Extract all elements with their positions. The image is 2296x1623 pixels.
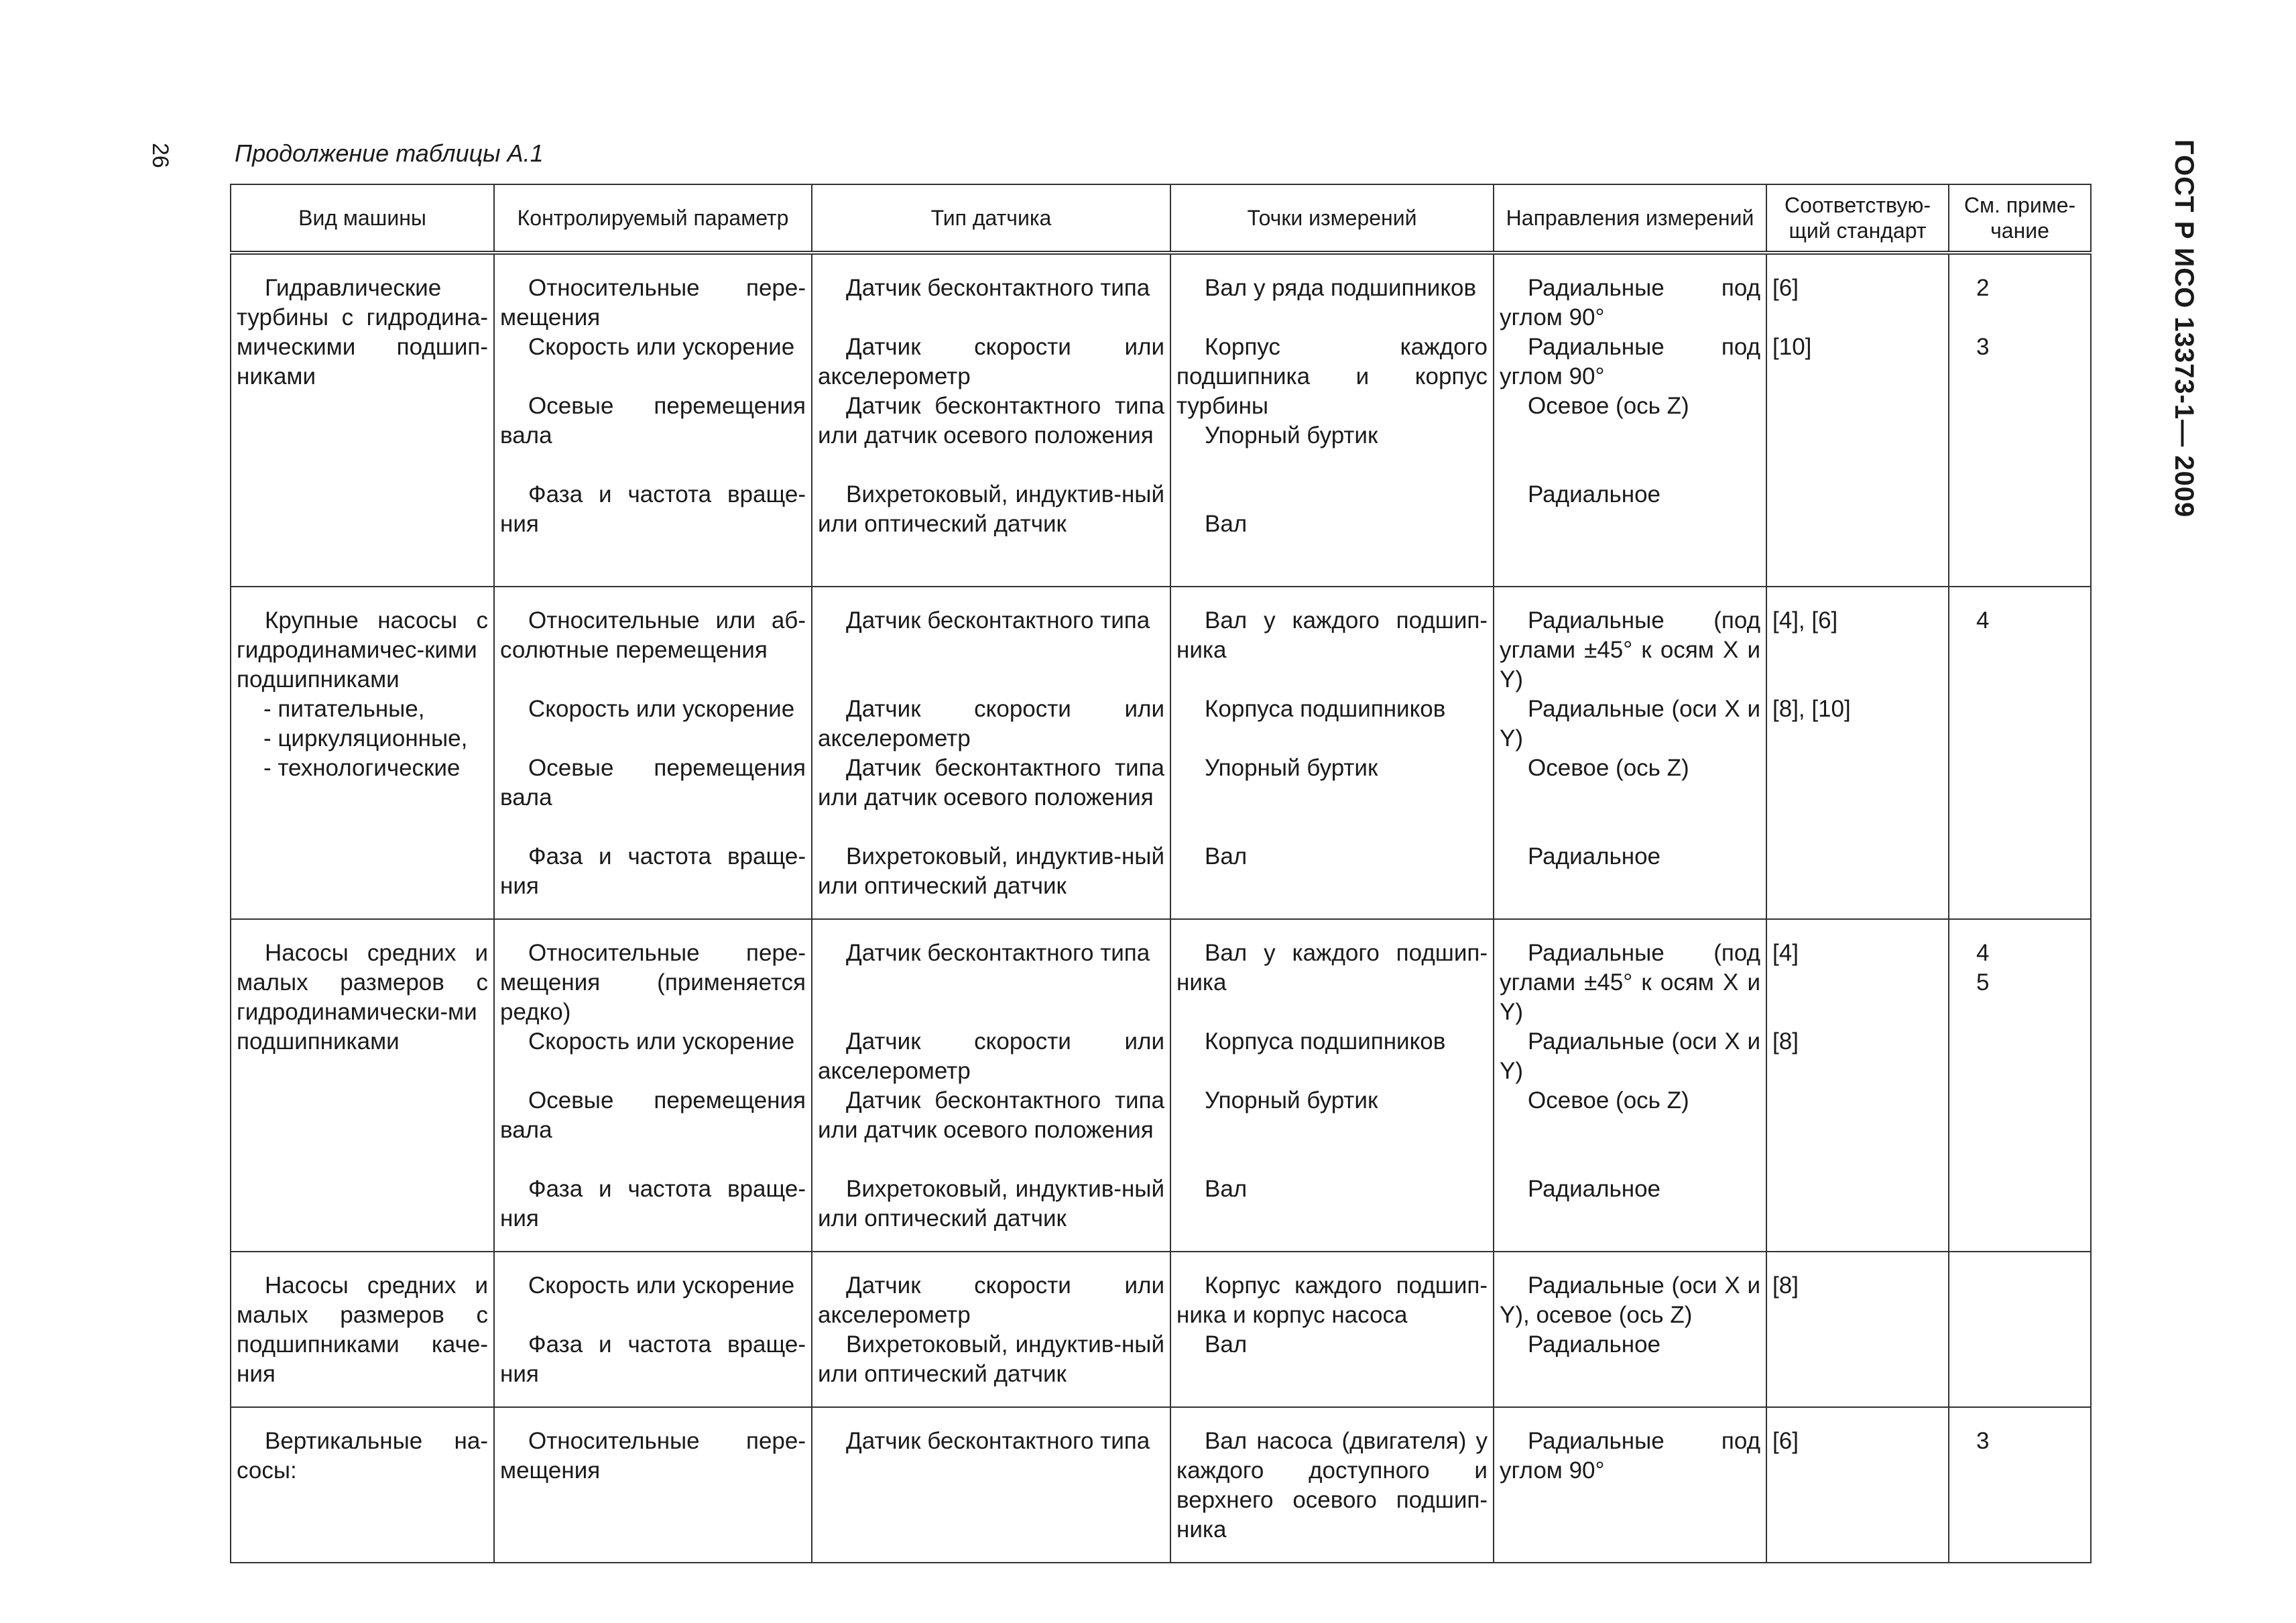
param-cell [494, 1252, 812, 1407]
machine-name: Вертикальные на-сосы: [237, 1428, 488, 1484]
standard-cell [1766, 587, 1949, 919]
direction-cell [1494, 1407, 1766, 1563]
machine-cell [231, 587, 494, 919]
sensor-entry: Датчик бесконтактного типа [846, 1428, 1150, 1454]
sensor-entry: Датчик бесконтактного типа [846, 940, 1150, 966]
param-entry: Осевые перемещения вала [500, 1087, 806, 1143]
direction-entry: Радиальные (оси X и Y), осевое (ось Z) [1500, 1272, 1760, 1328]
machine-name: Насосы средних и малых размеров с гидродинамически-ми подшипниками [237, 940, 488, 1055]
sensor-cell [812, 253, 1170, 587]
param-entry: Осевые перемещения вала [500, 393, 806, 448]
param-entry: Скорость или ускорение [528, 334, 795, 360]
machine-name: Насосы средних и малых размеров с подшипниками каче-ния [237, 1272, 488, 1387]
direction-entry: Радиальное [1528, 481, 1661, 507]
machine-subtype: - циркуляционные, [263, 725, 468, 752]
note-entry [1976, 842, 2085, 901]
standard-entry: [4] [1772, 940, 1799, 966]
note-entry [1976, 1027, 2085, 1086]
sensor-entry: Датчик бесконтактного типа [846, 275, 1150, 301]
direction-cell [1494, 919, 1766, 1252]
sensor-cell [812, 1252, 1170, 1407]
standard-entry [1772, 1175, 1943, 1234]
standard-entry [1772, 1086, 1943, 1175]
point-entry: Корпус каждого подшип-ника и корпус насоса [1176, 1272, 1488, 1328]
direction-entry: Радиальные под углом 90° [1500, 334, 1760, 389]
table-header-row [231, 184, 2091, 253]
standard-entry [1772, 1330, 1943, 1389]
note-entry: 4 [1976, 607, 1990, 634]
point-cell [1170, 919, 1494, 1252]
direction-entry: Радиальные (под углами ±45° к осям X и Y) [1500, 940, 1760, 1025]
point-entry: Вал [1205, 1176, 1248, 1202]
note-cell [1949, 1252, 2091, 1407]
data-table [230, 184, 2092, 1563]
standard-entry: [10] [1772, 334, 1812, 360]
point-entry: Вал у ряда подшипников [1205, 275, 1477, 301]
standard-entry: [4], [6] [1772, 607, 1838, 634]
param-cell [494, 587, 812, 919]
param-entry: Относительные пере-мещения [500, 1428, 806, 1484]
param-entry: Фаза и частота враще-ния [500, 1331, 806, 1387]
direction-entry: Радиальные (оси X и Y) [1500, 1028, 1760, 1084]
point-entry: Корпус каждого подшипника и корпус турбины [1176, 334, 1488, 419]
point-entry: Вал [1205, 843, 1248, 869]
sensor-cell [812, 587, 1170, 919]
direction-entry: Радиальные под углом 90° [1500, 1428, 1760, 1484]
col-header-points: Точки измерений [1170, 184, 1494, 253]
point-entry: Вал [1205, 1331, 1248, 1358]
machine-name: Крупные насосы с гидродинамичес-кими подшипниками [237, 607, 488, 693]
param-entry: Фаза и частота враще-ния [500, 1176, 806, 1231]
point-entry: Корпуса подшипников [1205, 1028, 1446, 1055]
direction-entry: Радиальное [1528, 1176, 1661, 1202]
direction-entry: Радиальное [1528, 843, 1661, 869]
table-row [231, 253, 2091, 587]
param-entry: Относительные пере-мещения (применяется редко) [500, 940, 806, 1025]
standard-cell [1766, 253, 1949, 587]
param-entry: Фаза и частота враще-ния [500, 843, 806, 899]
note-entry [1976, 392, 2085, 480]
standard-entry: [8] [1772, 1028, 1799, 1055]
col-header-direction: Направления измерений [1494, 184, 1766, 253]
table-caption: Продолжение таблицы А.1 [235, 139, 544, 167]
note-entry [1976, 1175, 2085, 1234]
param-entry: Фаза и частота враще-ния [500, 481, 806, 537]
note-entry: 3 [1976, 334, 1990, 360]
standard-entry: [8], [10] [1772, 696, 1851, 722]
direction-entry: Осевое (ось Z) [1528, 755, 1689, 781]
note-entry [1976, 1086, 2085, 1175]
point-entry: Упорный буртик [1205, 422, 1378, 448]
param-entry: Скорость или ускорение [528, 1028, 795, 1055]
note-cell [1949, 919, 2091, 1252]
table-row [231, 1407, 2091, 1563]
sensor-entry: Датчик бесконтактного типа или датчик осевого положения [818, 755, 1164, 810]
note-entry [1976, 480, 2085, 539]
machine-cell [231, 1252, 494, 1407]
point-entry: Вал [1205, 511, 1248, 537]
param-entry: Скорость или ускорение [528, 696, 795, 722]
note-cell [1949, 253, 2091, 587]
machine-cell [231, 919, 494, 1252]
direction-cell [1494, 253, 1766, 587]
point-entry: Вал насоса (двигателя) у каждого доступного и верхнего осевого подшип-ника [1176, 1428, 1488, 1543]
col-header-machine: Вид машины [231, 184, 494, 253]
point-cell [1170, 1252, 1494, 1407]
machine-cell [231, 253, 494, 587]
direction-entry: Радиальные (оси X и Y) [1500, 696, 1760, 752]
note-entry [1976, 754, 2085, 842]
point-entry: Упорный буртик [1205, 1087, 1378, 1114]
note-entry [1976, 1330, 2085, 1389]
param-cell [494, 1407, 812, 1563]
machine-subtype: - питательные, [263, 696, 425, 722]
sensor-entry: Датчик скорости или акселерометр [818, 334, 1164, 389]
point-entry: Упорный буртик [1205, 755, 1378, 781]
sensor-entry: Вихретоковый, индуктив-ный или оптический датчик [818, 843, 1164, 899]
direction-entry: Осевое (ось Z) [1528, 1087, 1689, 1114]
col-header-standard: Соответствую-щий стандарт [1766, 184, 1949, 253]
direction-cell [1494, 1252, 1766, 1407]
direction-cell [1494, 587, 1766, 919]
standard-entry: [8] [1772, 1272, 1799, 1299]
param-entry: Относительные или аб-солютные перемещения [500, 607, 806, 663]
col-header-note: См. приме-чание [1949, 184, 2091, 253]
direction-entry: Осевое (ось Z) [1528, 393, 1689, 419]
point-cell [1170, 587, 1494, 919]
table-row [231, 587, 2091, 919]
col-header-param: Контролируемый параметр [494, 184, 812, 253]
note-entry: 3 [1976, 1428, 1990, 1454]
param-cell [494, 253, 812, 587]
sensor-entry: Датчик бесконтактного типа или датчик осевого положения [818, 393, 1164, 448]
standard-entry [1772, 480, 1943, 539]
table-row [231, 919, 2091, 1252]
sensor-entry: Датчик бесконтактного типа или датчик осевого положения [818, 1087, 1164, 1143]
sensor-entry: Вихретоковый, индуктив-ный или оптический датчик [818, 1331, 1164, 1387]
standard-entry: [6] [1772, 275, 1799, 301]
note-entry [1976, 1271, 2085, 1330]
machine-cell [231, 1407, 494, 1563]
sensor-entry: Датчик бесконтактного типа [846, 607, 1150, 634]
param-entry: Относительные пере-мещения [500, 275, 806, 330]
sensor-entry: Вихретоковый, индуктив-ный или оптический датчик [818, 1176, 1164, 1231]
note-entry [1976, 695, 2085, 754]
standard-entry: [6] [1772, 1428, 1799, 1454]
point-entry: Корпуса подшипников [1205, 696, 1446, 722]
page-number: 26 [147, 143, 173, 168]
note-cell [1949, 1407, 2091, 1563]
note-entry: 4 5 [1976, 940, 1990, 996]
param-entry: Скорость или ускорение [528, 1272, 795, 1299]
sensor-entry: Вихретоковый, индуктив-ный или оптический датчик [818, 481, 1164, 537]
param-cell [494, 919, 812, 1252]
standard-cell [1766, 1252, 1949, 1407]
point-cell [1170, 253, 1494, 587]
direction-entry: Радиальное [1528, 1331, 1661, 1358]
standard-entry [1772, 392, 1943, 480]
standard-entry [1772, 754, 1943, 842]
machine-subtype: - технологические [263, 755, 461, 781]
standard-entry [1772, 842, 1943, 901]
param-entry: Осевые перемещения вала [500, 755, 806, 810]
table-body [231, 253, 2091, 1563]
sensor-entry: Датчик скорости или акселерометр [818, 696, 1164, 752]
machine-name: Гидравлические турбины с гидродина-мическими подшип-никами [237, 275, 488, 389]
sensor-entry: Датчик скорости или акселерометр [818, 1028, 1164, 1084]
note-cell [1949, 587, 2091, 919]
direction-entry: Радиальные под углом 90° [1500, 275, 1760, 330]
standard-cell [1766, 919, 1949, 1252]
sensor-cell [812, 919, 1170, 1252]
table-row [231, 1252, 2091, 1407]
sensor-entry: Датчик скорости или акселерометр [818, 1272, 1164, 1328]
sensor-cell [812, 1407, 1170, 1563]
point-cell [1170, 1407, 1494, 1563]
direction-entry: Радиальные (под углами ±45° к осям X и Y) [1500, 607, 1760, 693]
point-entry: Вал у каждого подшип-ника [1176, 607, 1488, 663]
standard-designation: ГОСТ Р ИСО 13373-1— 2009 [2169, 139, 2199, 518]
point-entry: Вал у каждого подшип-ника [1176, 940, 1488, 996]
standard-cell [1766, 1407, 1949, 1563]
note-entry: 2 [1976, 275, 1990, 301]
col-header-sensor: Тип датчика [812, 184, 1170, 253]
